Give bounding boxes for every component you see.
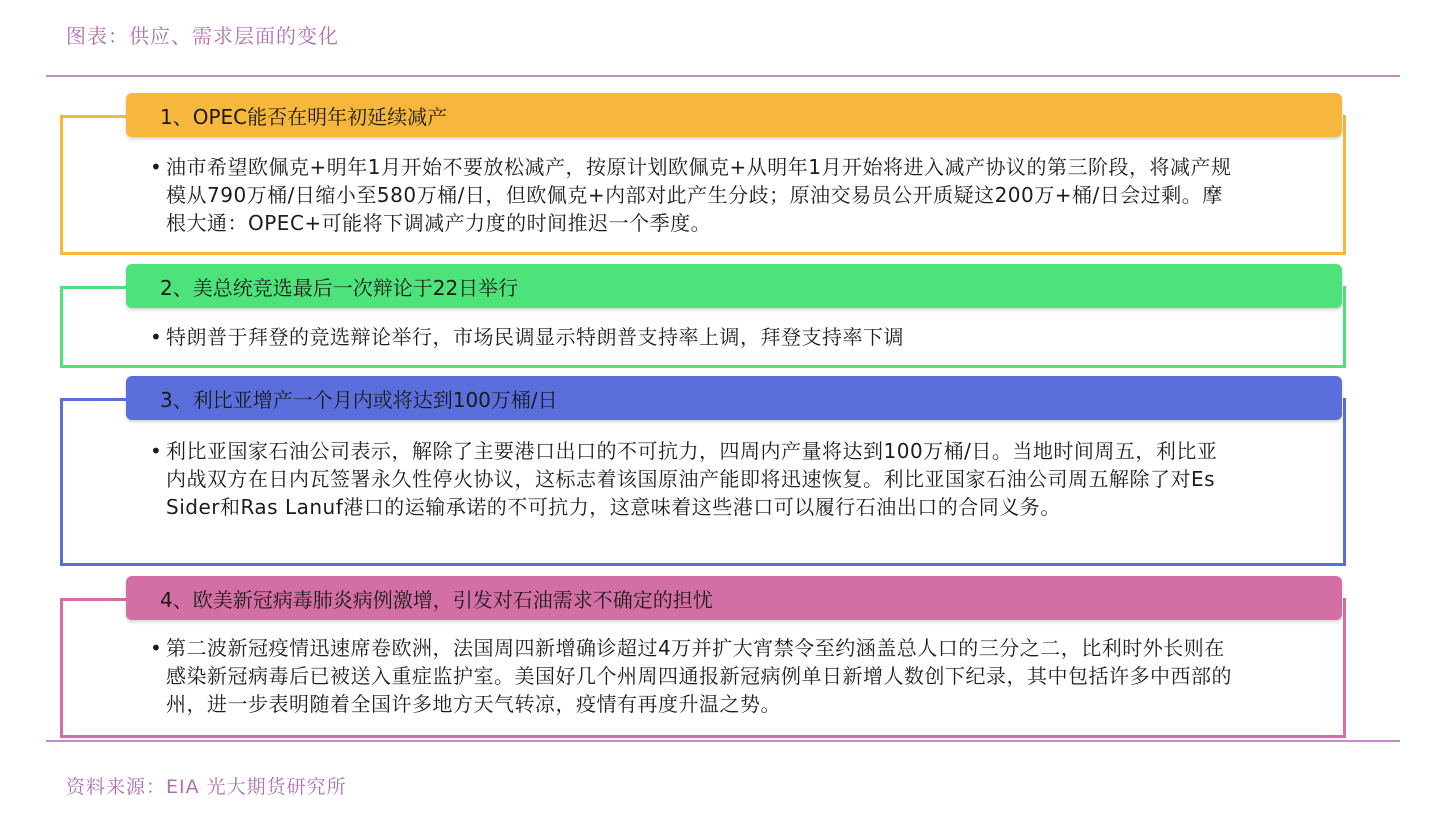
bottom-divider (46, 740, 1400, 742)
section-body (150, 437, 1236, 521)
frame-top-stub (60, 598, 126, 601)
frame-top-stub (60, 286, 126, 289)
bullet: • (150, 325, 163, 349)
section-body (150, 323, 1236, 351)
section-opec (60, 93, 1346, 255)
frame-top-stub (60, 398, 126, 401)
section-body (150, 634, 1236, 718)
section-body-text: 特朗普于拜登的竞选辩论举行，市场民调显示特朗普支持率上调，拜登支持率下调 (166, 325, 904, 349)
section-body-text: 利比亚国家石油公司表示，解除了主要港口出口的不可抗力，四周内产量将达到100万桶/日。当地时间周五，利比亚内战双方在日内瓦签署永久性停火协议，这标志着该国原油产能即将迅速恢复。利比亚国家石油公司周五解除了对Es Sider和Ras Lanuf港口的运输承诺的不可抗力，这意味着这些港口可以履行石油出口的合同义务。 (166, 439, 1218, 519)
section-covid (60, 576, 1346, 738)
section-body-text: 油市希望欧佩克+明年1月开始不要放松减产，按原计划欧佩克+从明年1月开始将进入减产协议的第三阶段，将减产规模从790万桶/日缩小至580万桶/日，但欧佩克+内部对此产生分歧；原油交易员公开质疑这200万+桶/日会过剩。摩根大通：OPEC+可能将下调减产力度的时间推迟一个季度。 (166, 155, 1232, 235)
section-header: 3、利比亚增产一个月内或将达到100万桶/日 (126, 376, 1342, 420)
section-election (60, 264, 1346, 368)
top-divider (46, 75, 1400, 77)
section-header: 1、OPEC能否在明年初延续减产 (126, 93, 1342, 137)
section-header: 2、美总统竞选最后一次辩论于22日举行 (126, 264, 1342, 308)
bullet: • (150, 636, 163, 660)
section-libya (60, 376, 1346, 566)
section-header: 4、欧美新冠病毒肺炎病例激增，引发对石油需求不确定的担忧 (126, 576, 1342, 620)
section-body (150, 153, 1236, 237)
source-note: 资料来源：EIA 光大期货研究所 (66, 776, 347, 798)
section-body-text: 第二波新冠疫情迅速席卷欧洲，法国周四新增确诊超过4万并扩大宵禁令至约涵盖总人口的三分之二，比利时外长则在感染新冠病毒后已被送入重症监护室。美国好几个州周四通报新冠病例单日新增人数创下纪录，其中包括许多中西部的州，进一步表明随着全国许多地方天气转凉，疫情有再度升温之势。 (166, 636, 1232, 716)
frame-top-stub (60, 115, 126, 118)
bullet: • (150, 439, 163, 463)
bullet: • (150, 155, 163, 179)
figure-title: 图表：供应、需求层面的变化 (66, 24, 339, 48)
